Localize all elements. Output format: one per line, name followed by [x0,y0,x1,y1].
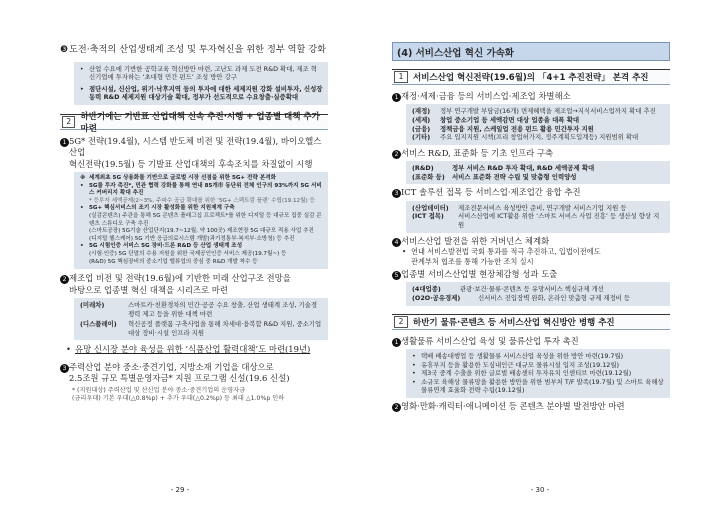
item-r3: 3 ICT 솔루션 접목 등 서비스업·제조업간 융합 추진 [392,187,670,198]
circle-1-icon: 1 [392,338,401,347]
box-r2: (R&D) 정부 서비스 R&D 투자 확대, R&D 세액공제 확대 (표준화 등) 서비스 표준화 전략 수립 및 맞춤형 인력양성 [406,161,670,184]
section-bar-2 [392,314,670,330]
bullet-icon: ❸ [60,44,69,55]
page-number: - 30 - [530,486,550,494]
item-4: 3 주력산업 분야 중소·중견기업, 지방소재 기업을 대상으로 2.5조원 규모 특별운영자금* 지원 프로그램 신설(19.6 신설) [60,362,328,385]
box-line: ‣ 산업 수요에 기반한 공학교육 혁신방안 마련, 고난도 과제 도전 R&D 확대, 제조 혁신기업에 투자하는 ‘초대형 민간 펀드’ 조성 방안 강구 [80,64,317,82]
circle-4-icon: 4 [392,238,401,247]
section-bar-1 [392,69,670,85]
item-3: • 유망 신시장 분야 육성을 위한 ‘식품산업 활력대책’도 마련(19년) [66,344,311,355]
right-page [360,0,720,508]
section-title: 하반기 물류·콘텐츠 등 서비스산업 혁신방안 병행 추진 [413,317,615,328]
item-r1: 1 재정·세제·금융 등의 서비스업·제조업 차별해소 [392,91,670,102]
box-r3: (산업데이터) 제조전문서비스 육성방안 준비, 연구개발 서비스기업 지원 등 (ICT 접목) 서비스산업에 ICT활용 위한 ‘스마트 서비스 사업 진흥’ 등 생산성 향상 지원 [406,201,670,233]
box-r1: (재정) 정부 연구개발 부담금(16개) 면제혜택을 제조업→지식서비스업까지 확대 추진 (세제) 창업 중소기업 등 세액감면 대상 업종을 대폭 확대 (금융) 정책금융 지원, 스케일업 전용 펀드 활용 민간투자 지원 (기타) 주요 입지지원 시책(프리 창업허가지, 정주계획도입계등) 지원범위 확대 [406,104,670,144]
circle-1-icon: 1 [60,136,69,147]
bullet-icon: • [66,344,71,355]
section-number: 2 [394,316,408,328]
circle-3-icon: 3 [392,189,401,198]
item-j1: 1 생활물류 서비스산업 육성 및 물류산업 투자 촉진 [392,336,670,347]
item-r5: 5 업종별 서비스산업별 현장체감형 성과 도출 [392,269,670,280]
item-1: 1 5G* 전략(19.4월), 시스템 반도체 비전 및 전략(19.4월), 바이오헬스산업 혁신전략(19.5월) 등 기발표 산업대책의 후속조치를 차질없이 시행 [60,136,328,170]
page-title-box [392,42,670,61]
top-item: ❸ 도전·축적의 산업생태계 조성 및 투자혁신을 위한 정부 역할 강화 [60,44,327,55]
item-r2: 2 서비스 R&D, 표준화 등 기초 인프라 구축 [392,148,670,159]
circle-3-icon: 3 [60,364,69,373]
box-5g: ※ 세계최초 5G 상용화를 기반으로 글로벌 시장 선점을 위한 5G+ 전략 본격화 • 5G를 투자 촉진*, 민관 협력 강화를 통해 연내 85개市 동단위 전체 인구의 93%까지 5G 서비스 커버리지 확대 추진 * 등투자 세액공제(2~3%, 주파수 공급 확대를 위한 ‘5G+ 스펙트럼 플랜’ 수립(19.12월) 등 • 5G+ 핵심서비스의 조기 시장 활성화를 위한 지원제계 구축 (실감콘텐츠) 주관을 통해 5G 콘텐츠 플래그십 프로젝트*를 위한 디지털 등 대규모 집중 실감 콘텐츠 스튜디오 구축 추진 (스마트공장) 5G기술 산업단지(19.7~12월, 약 100곳) 제조현장 5G 대규모 적용 사업 추진 (디지털 헬스케어) 5G 기반 응급의료시스템 개발(과기정통부·복지부·소방청) 등 추진 • 5G 시험인증 서비스 5G 장비·드론 R&D 등 산업 생태계 조성 (시험·인증) 5G 단말의 수용 지원을 위한 국제공인인증 서비스 제공(19.7월~) 등 (R&D) 5G 핵심장비의 중소기업 밸류업의 중심 중 R&D 개발 착수 등 [74,172,328,269]
section-number: 1 [394,71,408,83]
section-title: 하반기에는 기반표 산업대책 신속 추진·시행 + 업종별 대책 추가 마련 [80,111,320,134]
circle-1-icon: 1 [392,93,401,102]
section-bar-2 [60,111,328,134]
bullet-icon: • [402,246,407,256]
item-2: 2 제조업 비전 및 전략(19.6월)에 기반한 미래 산업구조 전망을 바탕으로 업종별 혁신 대책을 시리즈로 마련 [60,273,328,296]
section-title: 서비스산업 혁신전략(19.6월)의 「4+1 추진전략」 본격 추진 [413,73,649,83]
item-r4-detail: • 연내 서비스발전법 국회 통과를 적극 추진하고, 입법이전에도 관계부처 협조를 통해 가능한 조치 실시 [402,246,601,266]
page-number: - 29 - [170,486,190,494]
circle-2-icon: 2 [392,150,401,159]
circle-5-icon: 5 [392,271,401,280]
box-r6: • 택배 배송대행업 등 생활물류 서비스산업 육성을 위한 방안 마련(19.7월) • 유휴부지 등을 활용한 도심내인근 대규모 물류시설 입지 조성(19.12월) • 제3국 중계 수출을 위한 글로벌 배송센터 투자유치 인센티브 마련(19.12월) • 소규모 육해상 물류망을 활용한 방안을 위한 범부처 T/F 발족(19.7월) 및 스마트 육해상 물류연계 효율화 전략 수립(19.12월) [406,349,670,398]
item-4-note: * (지원대상) 주력산업 및 산신업 분야 중소·중견기업의 운영자금 (금리우대) 기본 우대(△0.8%p) + 추가 우대(△0.2%p) 등 최대 △1.0%p 인하 [72,386,285,403]
box-r5: (4대업종) 관광·보건·물류·콘텐츠 등 유망서비스 핵심규제 개선 (O2O·공유경제) 신서비스 진입장벽 완화, 온라인 맞춤형 규제 재정비 등 [406,282,670,305]
item-j2: 2 영화·만화·캐릭터·애니메이션 등 콘텐츠 분야별 발전방안 마련 [392,401,670,412]
section-number: 2 [62,116,75,128]
page-title: (4) 서비스산업 혁신 가속화 [397,47,514,59]
box-industry: (미래차) 스마트카·친환경차의 민간·공공 수요 창출, 산업 생태계 조성, 기술경쟁력 제고 등을 위한 대책 마련 (디스플레이) 혁신공정 플랫폼 구축사업을 통해 차세대·융복합 R&D 지원, 중소기업 대상 장비·시설 인프라 지원 [74,298,328,340]
circle-2-icon: 2 [392,403,401,412]
box-line: ‣ 점단시설, 신산업, 위기·낙후지역 등의 투자에 대한 세제지원 강화 설비투자, 신성장동력 R&D 세제지원 대상기술 확대, 정부가 선도적으로 수요창출·실증확대 [80,84,323,102]
box-policy [74,62,328,105]
circle-2-icon: 2 [60,275,69,284]
item-r4: 4 서비스산업 발전을 위한 거버넌스 체계화 [392,236,670,247]
